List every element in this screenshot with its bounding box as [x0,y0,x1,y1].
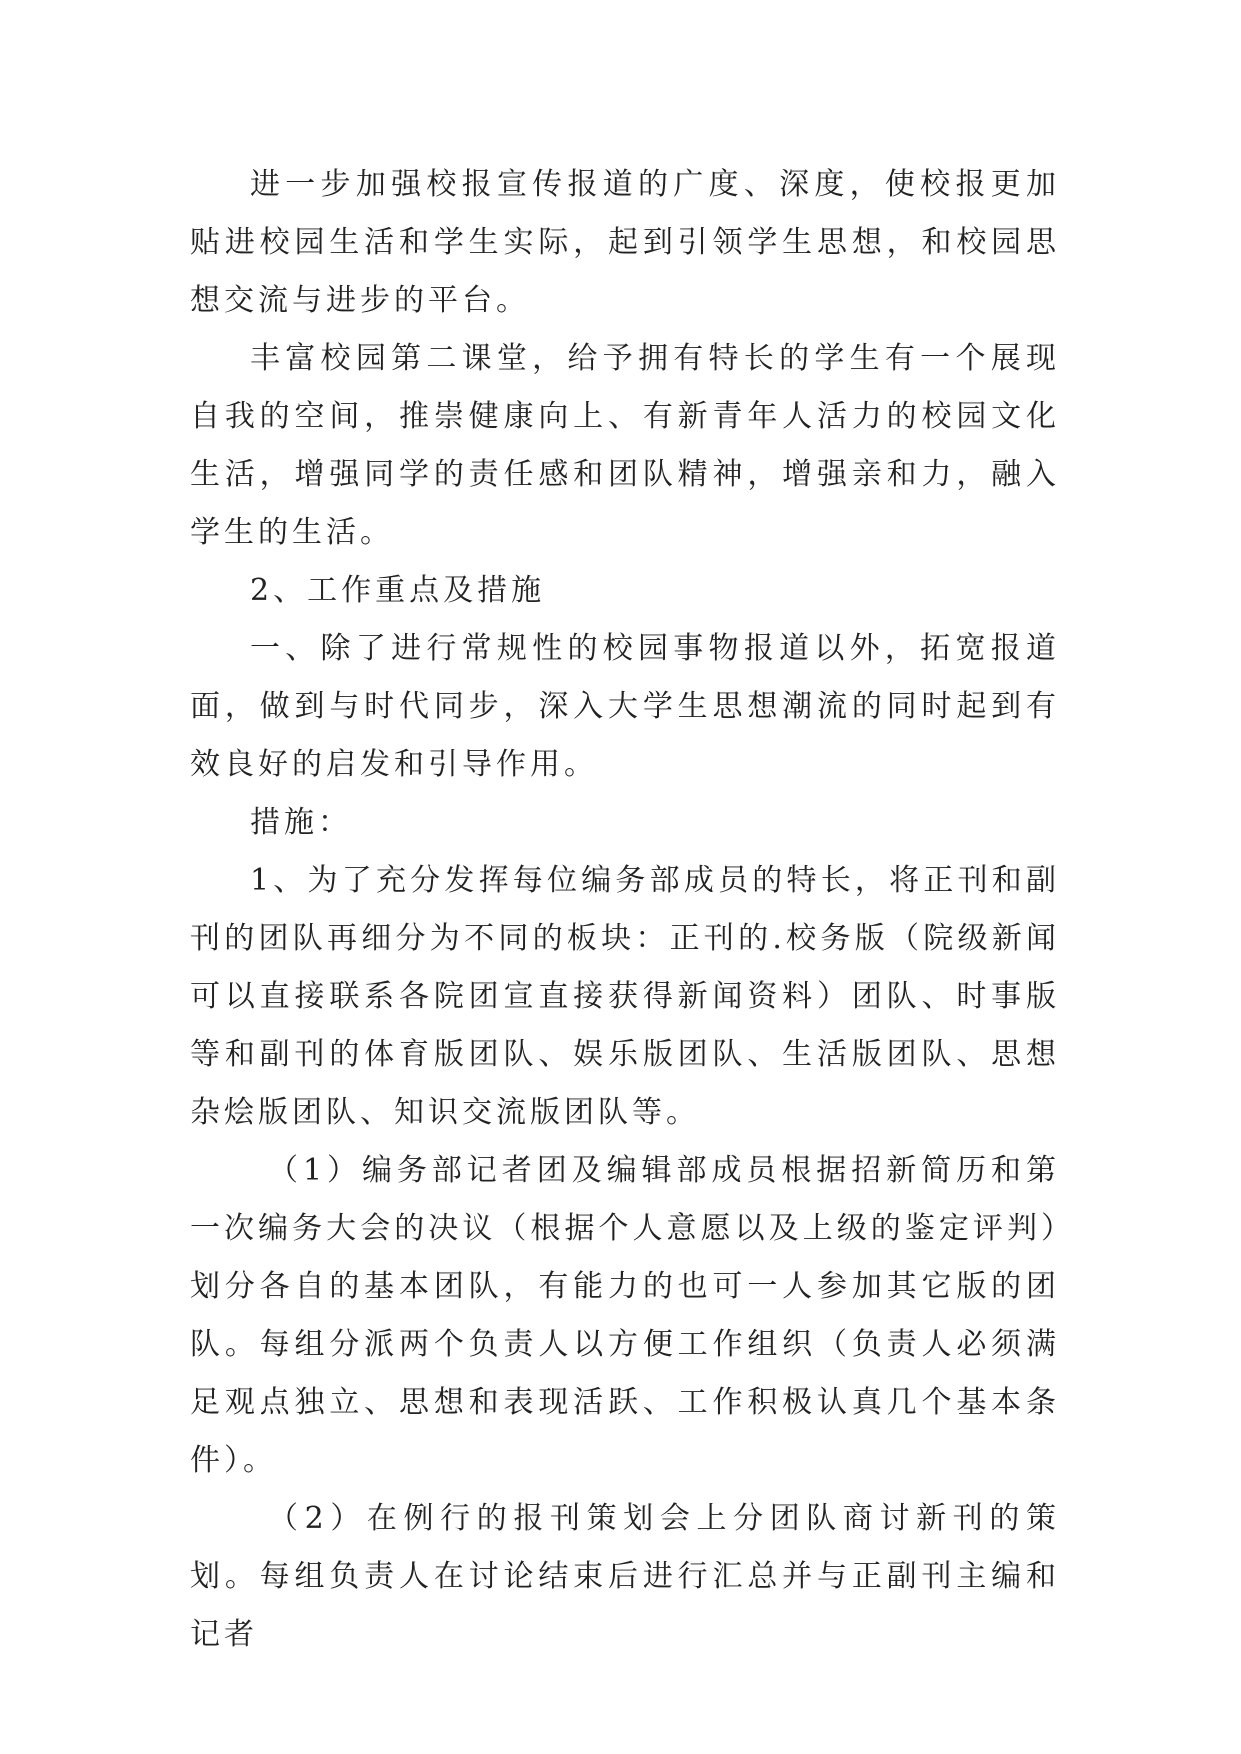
section-heading-work-focus: 2、工作重点及措施 [250,573,546,608]
paragraph-measure-one: 1、为了充分发挥每位编务部成员的特长，将正刊和副刊的团队再细分为不同的板块：正刊的.校务版（院级新闻可以直接联系各院团宣直接获得新闻资料）团队、时事版等和副刊的体育版团队、娱乐版团队、生活版团队、思想杂烩版团队、知识交流版团队等。 [190,863,1060,1130]
paragraph-measures-label: 措施： [250,805,352,840]
paragraph-focus-one: 一、除了进行常规性的校园事物报道以外，拓宽报道面，做到与时代同步，深入大学生思想潮流的同时起到有效良好的启发和引导作用。 [190,631,1060,782]
document-body [190,156,1060,1664]
paragraph-measure-one-sub-2: （2）在例行的报刊策划会上分团队商讨新刊的策划。每组负责人在讨论结束后进行汇总并与正副刊主编和记者 [190,1501,1060,1652]
paragraph-goal-second-classroom: 丰富校园第二课堂，给予拥有特长的学生有一个展现自我的空间，推崇健康向上、有新青年人活力的校园文化生活，增强同学的责任感和团队精神，增强亲和力，融入学生的生活。 [190,341,1060,550]
paragraph-measure-one-sub-1: （1）编务部记者团及编辑部成员根据招新简历和第一次编务大会的决议（根据个人意愿以及上级的鉴定评判）划分各自的基本团队，有能力的也可一人参加其它版的团队。每组分派两个负责人以方便工作组织（负责人必须满足观点独立、思想和表现活跃、工作积极认真几个基本条件）。 [190,1153,1060,1478]
paragraph-goal-newspaper: 进一步加强校报宣传报道的广度、深度，使校报更加贴进校园生活和学生实际，起到引领学生思想，和校园思想交流与进步的平台。 [190,167,1060,318]
